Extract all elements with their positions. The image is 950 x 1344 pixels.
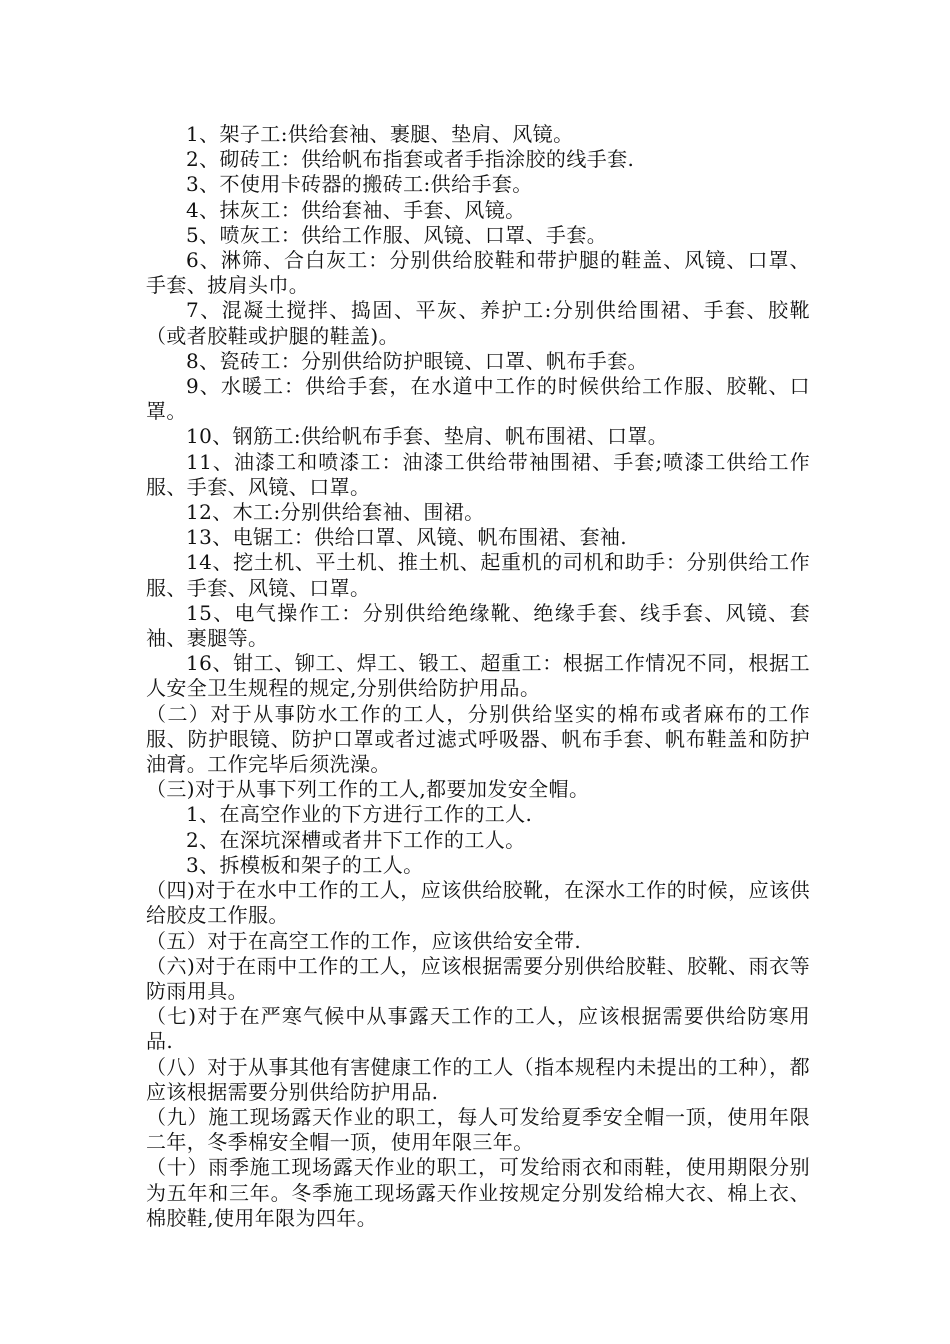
list-item-formwork: 3、拆模板和架子的工人。 bbox=[186, 852, 424, 877]
list-item-deep-pit: 2、在深坑深槽或者井下工作的工人。 bbox=[186, 827, 526, 852]
list-item-plumber: 9、水暖工：供给手套，在水道中工作的时候供给工作服、胶靴、口罩。 bbox=[146, 374, 810, 424]
list-item-concrete-worker: 7、混凝土搅拌、捣固、平灰、养护工:分别供给围裙、手套、胶靴（或者胶鞋或护腿的鞋盖)。 bbox=[146, 298, 810, 348]
section-rain-work: （六)对于在雨中工作的工人，应该根据需要分别供给胶鞋、胶靴、雨衣等防雨用具。 bbox=[146, 953, 810, 1003]
list-item-carpenter: 12、木工:分别供给套袖、围裙。 bbox=[186, 500, 485, 525]
list-item-electrician: 15、电气操作工：分别供给绝缘靴、绝缘手套、线手套、风镜、套袖、裹腿等。 bbox=[146, 600, 810, 651]
list-item-saw-operator: 13、电锯工：供给口罩、风镜、帆布围裙、套袖. bbox=[186, 525, 628, 550]
list-item-fitter-welder: 16、钳工、铆工、焊工、锻工、超重工：根据工作情况不同，根据工人安全卫生规程的规定,分别供给防护用品。 bbox=[146, 651, 810, 701]
section-water-work: （四)对于在水中工作的工人，应该供给胶靴，在深水工作的时候，应该供给胶皮工作服。 bbox=[146, 878, 810, 928]
list-item-high-work-below: 1、在高空作业的下方进行工作的工人. bbox=[186, 802, 533, 827]
list-item-tiler: 8、瓷砖工：分别供给防护眼镜、口罩、帆布手套。 bbox=[186, 348, 648, 373]
list-item-machine-driver: 14、挖土机、平土机、推土机、起重机的司机和助手：分别供给工作服、手套、风镜、口罩。 bbox=[146, 550, 810, 600]
list-item-brick-carrier: 3、不使用卡砖器的搬砖工:供给手套。 bbox=[186, 172, 533, 197]
list-item-bricklayer: 2、砌砖工：供给帆布指套或者手指涂胶的线手套. bbox=[186, 147, 635, 172]
list-item-scaffolder: 1、架子工:供给套袖、裹腿、垫肩、风镜。 bbox=[186, 122, 574, 146]
section-safety-helmet: （三)对于从事下列工作的工人,都要加发安全帽。 bbox=[146, 777, 590, 802]
list-item-painter: 11、油漆工和喷漆工：油漆工供给带袖围裙、手套;喷漆工供给工作服、手套、风镜、口罩。 bbox=[146, 449, 810, 499]
section-high-altitude: （五）对于在高空工作的工作，应该供给安全带. bbox=[146, 928, 582, 953]
section-helmet-issue: （九）施工现场露天作业的职工，每人可发给夏季安全帽一顶，使用年限二年，冬季棉安全帽一顶，使用年限三年。 bbox=[146, 1104, 810, 1155]
list-item-lime-sifter: 6、淋筛、合白灰工：分别供给胶鞋和带护腿的鞋盖、风镜、口罩、手套、披肩头巾。 bbox=[146, 248, 810, 298]
document-body bbox=[146, 122, 810, 1231]
section-rain-gear-issue: （十）雨季施工现场露天作业的职工，可发给雨衣和雨鞋，使用期限分别为五年和三年。冬季施工现场露天作业按规定分别发给棉大衣、棉上衣、棉胶鞋,使用年限为四年。 bbox=[146, 1155, 810, 1230]
section-cold-weather: （七)对于在严寒气候中从事露天工作的工人，应该根据需要供给防寒用品. bbox=[146, 1004, 810, 1054]
list-item-sprayer: 5、喷灰工：供给工作服、风镜、口罩、手套。 bbox=[186, 222, 608, 247]
section-hazardous-work: （八）对于从事其他有害健康工作的工人（指本规程内未提出的工种），都应该根据需要分别供给防护用品. bbox=[146, 1054, 810, 1104]
list-item-plasterer: 4、抹灰工：供给套袖、手套、风镜。 bbox=[186, 197, 526, 222]
list-item-rebar-worker: 10、钢筋工:供给帆布手套、垫肩、帆布围裙、口罩。 bbox=[186, 424, 669, 449]
section-waterproofing: （二）对于从事防水工作的工人，分别供给坚实的棉布或者麻布的工作服、防护眼镜、防护口罩或者过滤式呼吸器、帆布手套、帆布鞋盖和防护油膏。工作完毕后须洗澡。 bbox=[146, 701, 810, 777]
